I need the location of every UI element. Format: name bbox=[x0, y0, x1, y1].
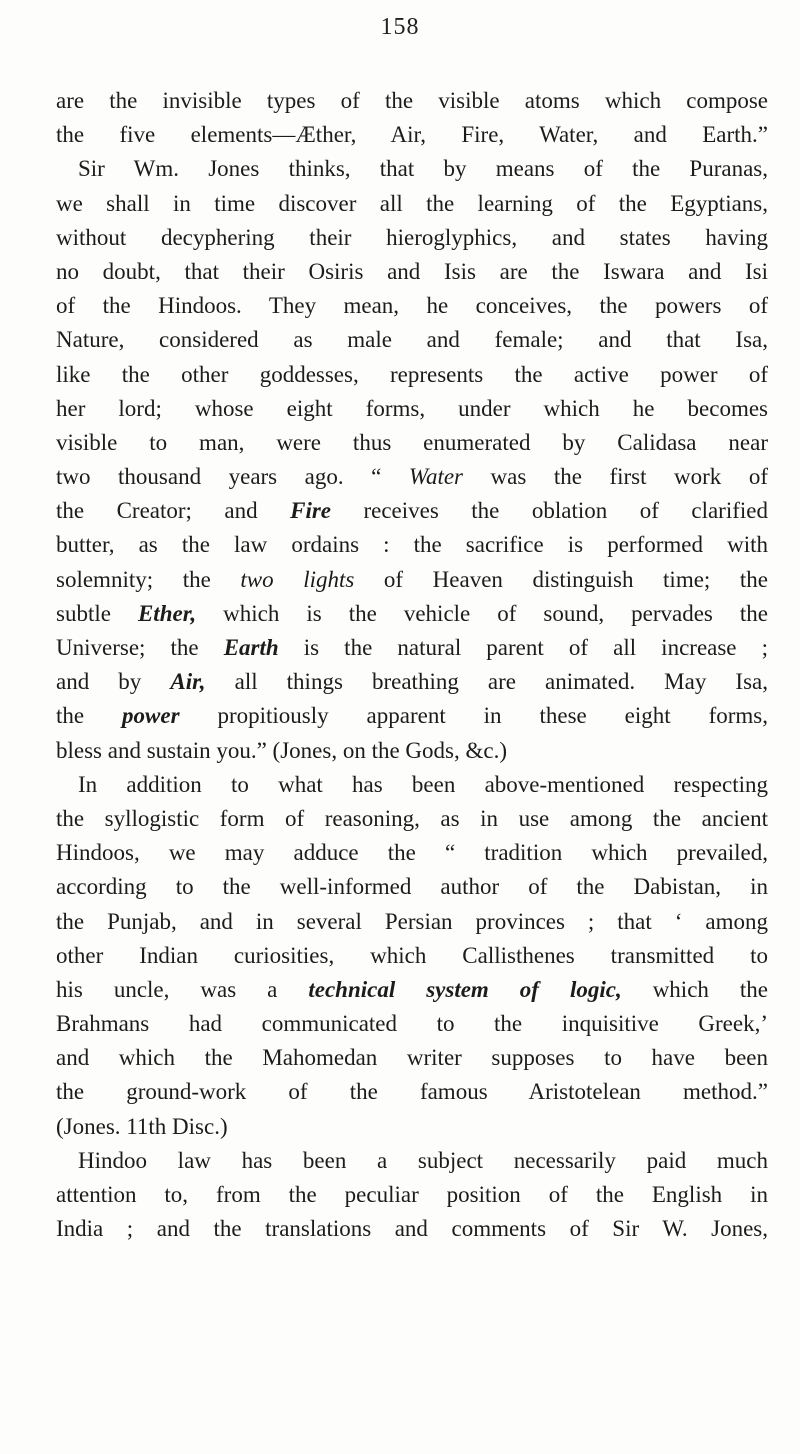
emphasis-text: technical system of logic, bbox=[308, 976, 622, 1002]
text-span: two thousand years ago. “ bbox=[56, 464, 409, 490]
text-line bbox=[56, 802, 768, 836]
text-span: the syllogistic form of reasoning, as in use among the ancient bbox=[56, 805, 768, 831]
text-span: of the Hindoos. They mean, he conceives, the powers of bbox=[56, 293, 768, 319]
text-span: his uncle, was a bbox=[56, 976, 309, 1002]
text-span: like the other goddesses, represents the active power of bbox=[56, 361, 768, 387]
text-span: was the first work of bbox=[463, 464, 768, 490]
text-line bbox=[56, 118, 768, 152]
text-line bbox=[56, 939, 768, 973]
text-span: and by bbox=[56, 669, 171, 695]
text-span: the Creator; and bbox=[56, 498, 291, 524]
text-line bbox=[56, 905, 768, 939]
text-line bbox=[56, 289, 768, 323]
text-line bbox=[56, 870, 768, 904]
text-span: receives the oblation of clarified bbox=[331, 498, 768, 524]
text-span: and which the Mahomedan writer supposes to have been bbox=[56, 1045, 768, 1071]
emphasis-text: Ether, bbox=[137, 600, 197, 626]
text-line bbox=[56, 563, 768, 597]
text-line bbox=[56, 1075, 768, 1109]
text-line bbox=[56, 221, 768, 255]
text-line bbox=[56, 84, 768, 118]
text-line bbox=[56, 665, 768, 699]
text-span: India ; and the translations and comments of Sir W. Jones, bbox=[56, 1216, 768, 1242]
emphasis-text: two lights bbox=[240, 566, 355, 592]
text-line bbox=[56, 358, 768, 392]
text-line bbox=[56, 460, 768, 494]
text-line bbox=[56, 323, 768, 357]
text-line bbox=[56, 631, 768, 665]
text-span: other Indian curiosities, which Callisthenes transmitted to bbox=[56, 942, 768, 968]
text-span: solemnity; the bbox=[56, 566, 241, 592]
text-line bbox=[56, 836, 768, 870]
text-span: the five elements—Æther, Air, Fire, Water, and Earth.” bbox=[56, 122, 768, 148]
text-span: we shall in time discover all the learning of the Egyptians, bbox=[56, 190, 768, 216]
text-span: visible to man, were thus enumerated by Calidasa near bbox=[56, 429, 768, 455]
text-line bbox=[56, 392, 768, 426]
text-span: butter, as the law ordains : the sacrifice is performed with bbox=[56, 532, 768, 558]
text-line bbox=[56, 734, 768, 768]
text-span: propitiously apparent in these eight forms, bbox=[179, 703, 768, 729]
text-span: no doubt, that their Osiris and Isis are the Iswara and Isi bbox=[56, 258, 768, 284]
text-span: attention to, from the peculiar position of the English in bbox=[56, 1182, 768, 1207]
text-span: the ground-work of the famous Aristotelean method.” bbox=[56, 1079, 768, 1105]
text-span: all things breathing are animated. May Isa, bbox=[205, 669, 768, 695]
text-line bbox=[56, 1144, 768, 1178]
text-line bbox=[56, 255, 768, 289]
emphasis-text: power bbox=[122, 703, 180, 729]
text-span: which the bbox=[621, 976, 768, 1002]
body-text bbox=[56, 84, 768, 1246]
text-span: her lord; whose eight forms, under which he becomes bbox=[56, 395, 768, 421]
text-span: are the invisible types of the visible atoms which compose bbox=[56, 88, 768, 113]
text-span: subtle bbox=[56, 600, 138, 626]
text-line bbox=[56, 494, 768, 528]
text-line bbox=[56, 426, 768, 460]
text-span: which is the vehicle of sound, pervades the bbox=[196, 600, 768, 626]
page-number: 158 bbox=[380, 14, 420, 40]
text-span: Hindoos, we may adduce the “ tradition which prevailed, bbox=[56, 840, 768, 866]
text-span: without decyphering their hieroglyphics, and states having bbox=[56, 224, 768, 250]
text-line bbox=[56, 768, 768, 802]
emphasis-text: Earth bbox=[223, 635, 279, 660]
emphasis-text: Air, bbox=[170, 669, 206, 695]
text-line bbox=[56, 1041, 768, 1075]
text-line bbox=[56, 597, 768, 631]
text-span: Hindoo law has been a subject necessarily paid much bbox=[78, 1147, 768, 1173]
text-span: Universe; the bbox=[56, 635, 224, 660]
text-line bbox=[56, 1178, 768, 1212]
text-span: the bbox=[56, 703, 123, 729]
text-span: bless and sustain you.” (Jones, on the Gods, &c.) bbox=[56, 737, 507, 763]
text-span: In addition to what has been above-mentioned respecting bbox=[78, 771, 768, 797]
text-line bbox=[56, 1007, 768, 1041]
emphasis-text: Water bbox=[408, 464, 463, 490]
text-line bbox=[56, 1212, 768, 1246]
text-span: the Punjab, and in several Persian provinces ; that ‘ among bbox=[56, 908, 768, 934]
text-span: according to the well-informed author of the Dabistan, in bbox=[56, 874, 768, 900]
text-span: Sir Wm. Jones thinks, that by means of the Puranas, bbox=[78, 156, 768, 182]
text-span: Brahmans had communicated to the inquisitive Greek,’ bbox=[56, 1011, 768, 1037]
text-span: is the natural parent of all increase ; bbox=[278, 635, 768, 660]
text-line bbox=[56, 699, 768, 733]
emphasis-text: Fire bbox=[290, 498, 331, 524]
text-span: of Heaven distinguish time; the bbox=[354, 566, 768, 592]
text-span: (Jones. 11th Disc.) bbox=[56, 1113, 228, 1139]
text-line bbox=[56, 1110, 768, 1144]
text-line bbox=[56, 187, 768, 221]
text-span: Nature, considered as male and female; and that Isa, bbox=[56, 327, 768, 353]
text-line bbox=[56, 528, 768, 562]
text-line bbox=[56, 973, 768, 1007]
text-line bbox=[56, 152, 768, 186]
